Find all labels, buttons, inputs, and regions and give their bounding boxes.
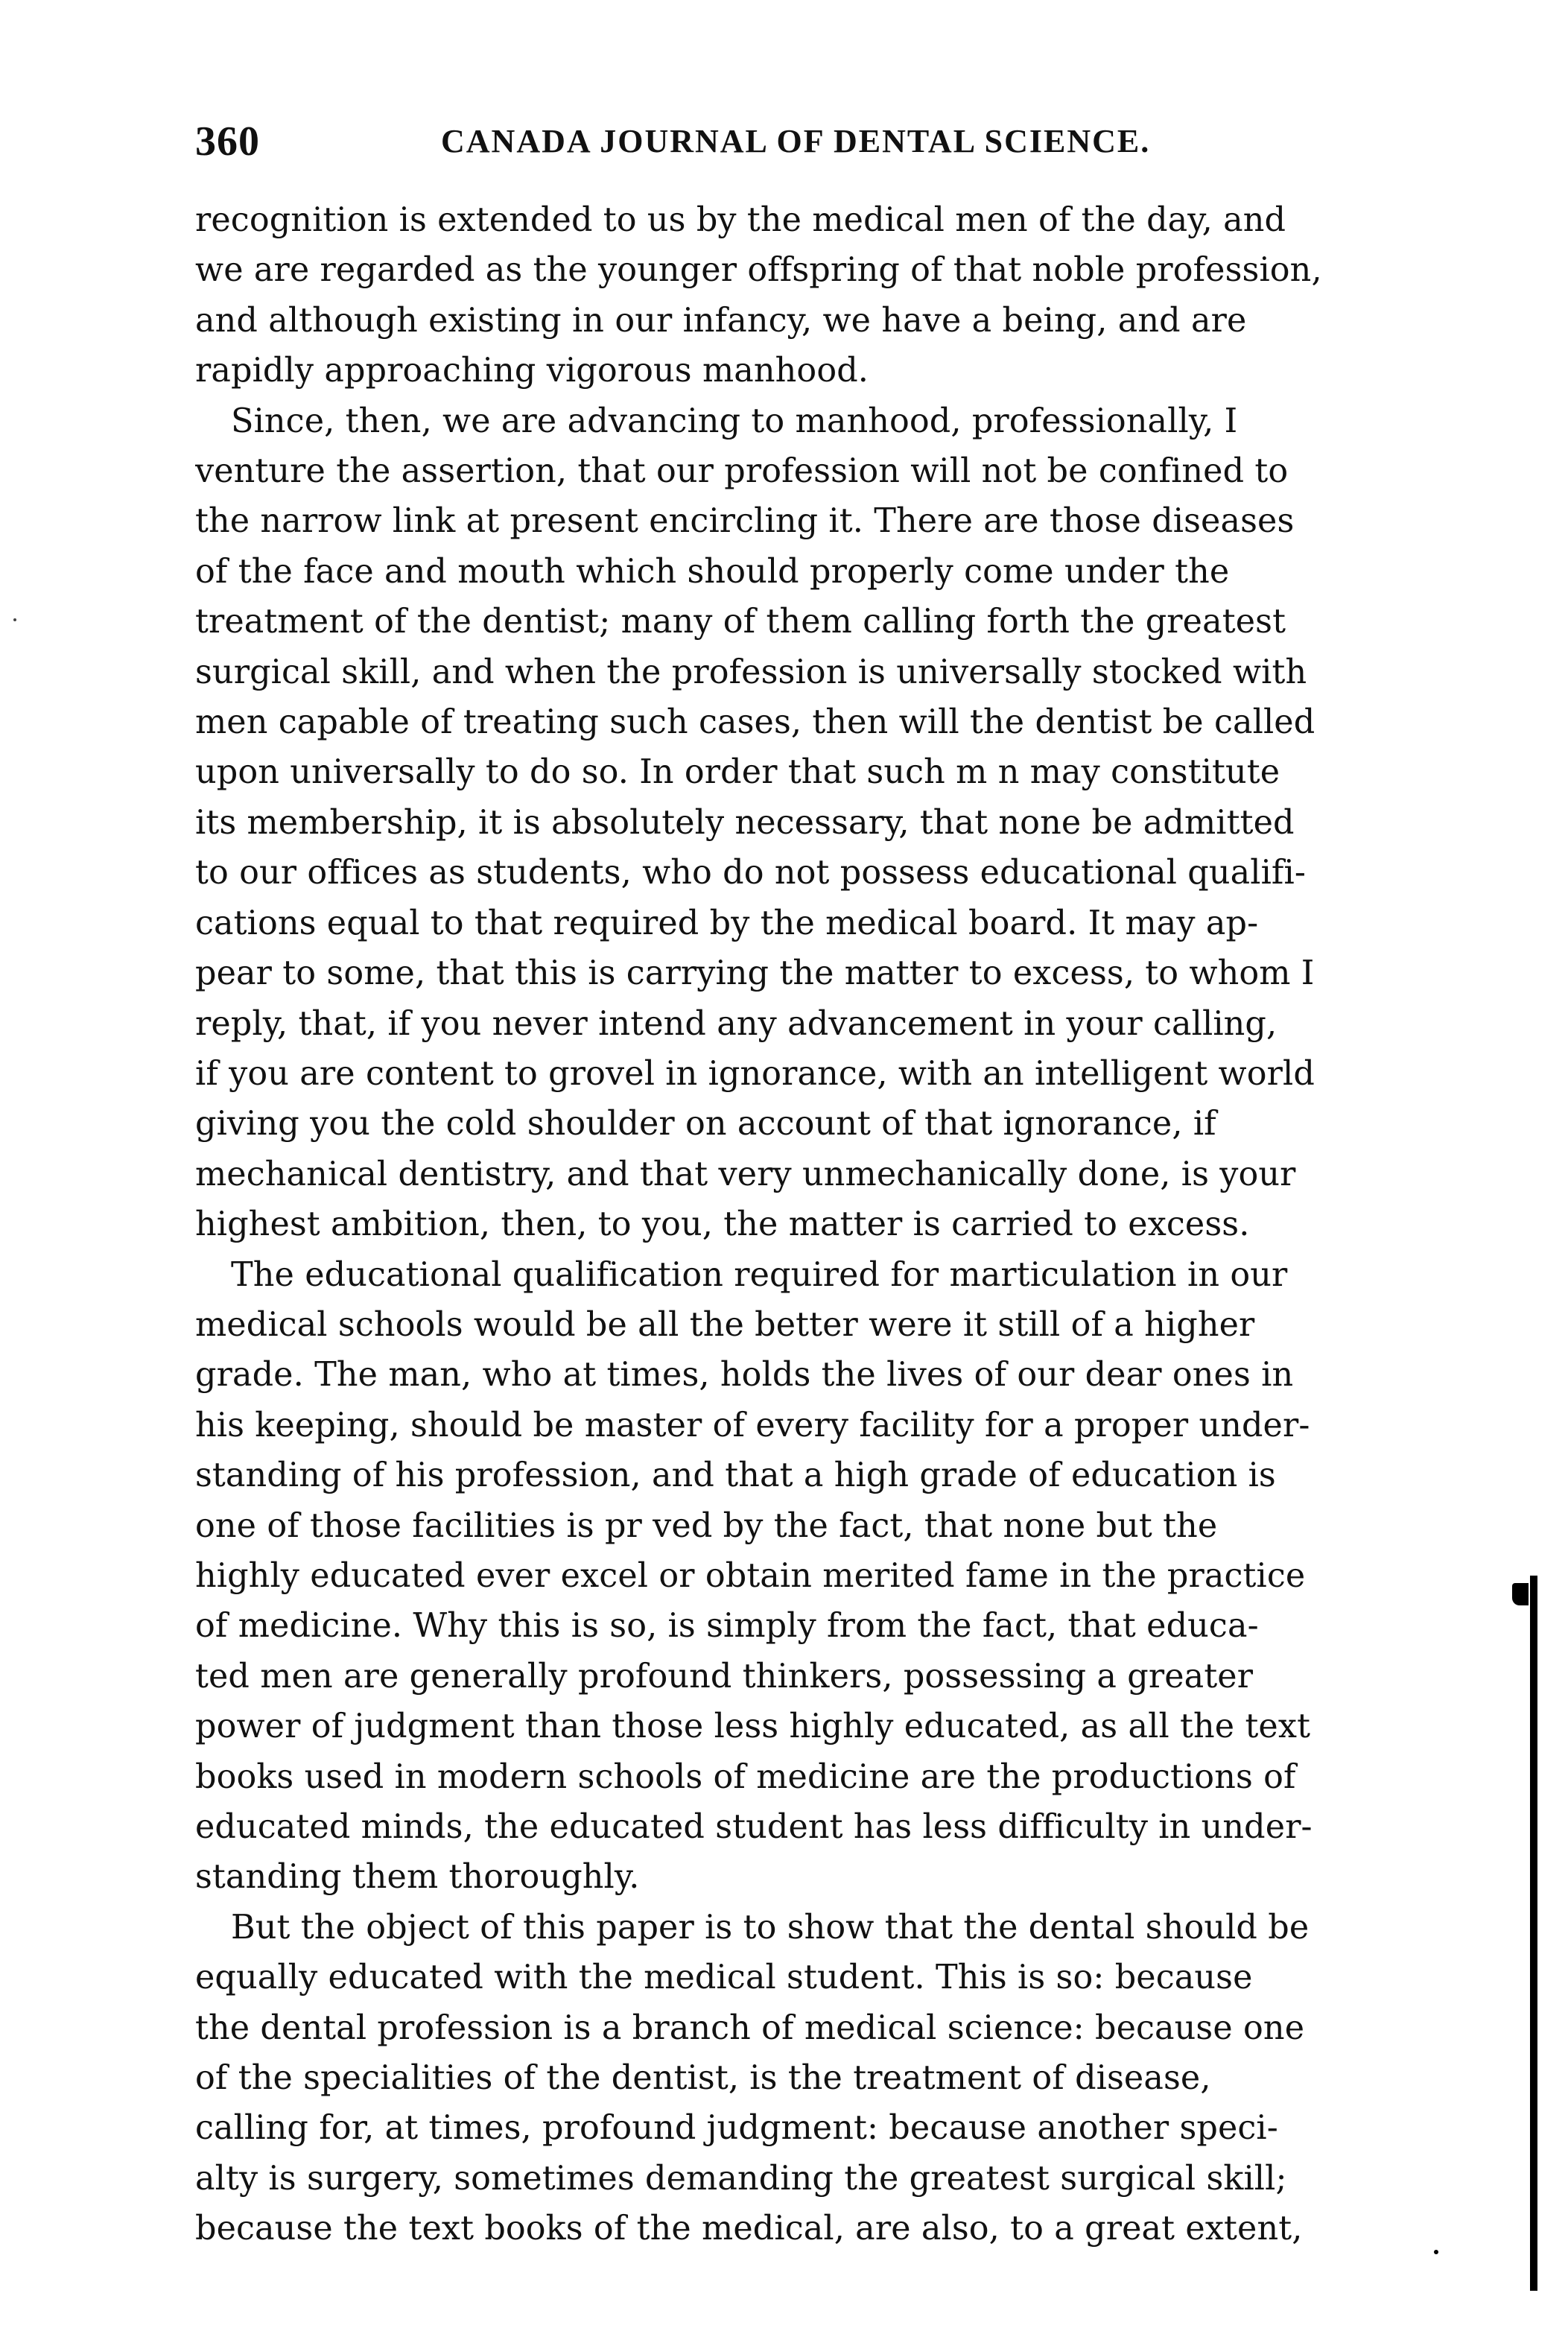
text-line: one of those facilities is pr ved by the fact, that none but the	[195, 1506, 1218, 1545]
text-line: educated minds, the educated student has less difficulty in under-	[195, 1808, 1313, 1846]
text-line: the narrow link at present encircling it. There are those diseases	[195, 502, 1295, 541]
text-line: if you are content to grovel in ignorance, with an intelligent world	[195, 1054, 1315, 1093]
text-line: the dental profession is a branch of medical science: because one	[195, 2008, 1305, 2047]
text-line: alty is surgery, sometimes demanding the greatest surgical skill;	[195, 2159, 1287, 2198]
text-line: medical schools would be all the better were it still of a higher	[195, 1305, 1255, 1344]
text-line: power of judgment than those less highly educated, as all the text	[195, 1707, 1311, 1746]
text-line: ted men are generally profound thinkers, possessing a greater	[195, 1657, 1254, 1696]
page-number: 360	[195, 118, 260, 165]
text-line: upon universally to do so. In order that such m n may constitute	[195, 753, 1280, 792]
text-line: standing them thoroughly.	[195, 1858, 640, 1897]
text-line: to our offices as students, who do not possess educational qualifi-	[195, 854, 1306, 892]
text-line: cations equal to that required by the medical board. It may ap-	[195, 904, 1259, 942]
text-line: and although existing in our infancy, we have a being, and are	[195, 301, 1247, 340]
text-line: men capable of treating such cases, then will the dentist be called	[195, 703, 1315, 742]
text-line: equally educated with the medical student. This is so: because	[195, 1959, 1253, 1997]
text-line: standing of his profession, and that a high grade of education is	[195, 1456, 1276, 1495]
text-line: calling for, at times, profound judgment: because another speci-	[195, 2109, 1278, 2148]
text-line: because the text books of the medical, are also, to a great extent,	[195, 2210, 1303, 2248]
text-line: reply, that, if you never intend any advancement in your calling,	[195, 1004, 1277, 1043]
margin-dot	[1434, 2250, 1438, 2254]
text-line: grade. The man, who at times, holds the lives of our dear ones in	[195, 1356, 1294, 1395]
text-line: highest ambition, then, to you, the matter is carried to excess.	[195, 1205, 1250, 1244]
paragraph-start-line: The educational qualification required for marticulation in our	[231, 1255, 1288, 1294]
paragraph-start-line: Since, then, we are advancing to manhood, professionally, I	[231, 402, 1238, 440]
text-line: mechanical dentistry, and that very unmechanically done, is your	[195, 1155, 1296, 1193]
text-line: pear to some, that this is carrying the matter to excess, to whom I	[195, 954, 1315, 993]
text-line: treatment of the dentist; many of them calling forth the greatest	[195, 603, 1286, 641]
article-body	[195, 195, 1417, 2254]
text-line: its membership, it is absolutely necessary, that none be admitted	[195, 803, 1295, 842]
margin-mark	[1512, 1583, 1529, 1605]
text-line: recognition is extended to us by the medical men of the day, and	[195, 201, 1286, 239]
margin-rule	[1530, 1576, 1537, 2291]
text-line: venture the assertion, that our profession will not be confined to	[195, 452, 1289, 491]
text-line: highly educated ever excel or obtain merited fame in the practice	[195, 1556, 1306, 1595]
text-line: giving you the cold shoulder on account of that ignorance, if	[195, 1105, 1216, 1144]
text-line: rapidly approaching vigorous manhood.	[195, 352, 869, 390]
text-line: of medicine. Why this is so, is simply from the fact, that educa-	[195, 1607, 1259, 1646]
text-line: surgical skill, and when the profession is universally stocked with	[195, 653, 1307, 691]
paragraph-start-line: But the object of this paper is to show that the dental should be	[231, 1908, 1310, 1947]
text-line: his keeping, should be master of every facility for a proper under-	[195, 1406, 1310, 1444]
text-line: books used in modern schools of medicine are the productions of	[195, 1757, 1296, 1796]
text-line: we are regarded as the younger offspring of that noble profession,	[195, 251, 1322, 290]
running-head: CANADA JOURNAL OF DENTAL SCIENCE.	[441, 123, 1151, 159]
text-line: of the face and mouth which should properly come under the	[195, 552, 1230, 591]
text-line: of the specialities of the dentist, is the treatment of disease,	[195, 2059, 1211, 2098]
page-header	[195, 112, 1417, 171]
paper-speck	[13, 618, 16, 621]
